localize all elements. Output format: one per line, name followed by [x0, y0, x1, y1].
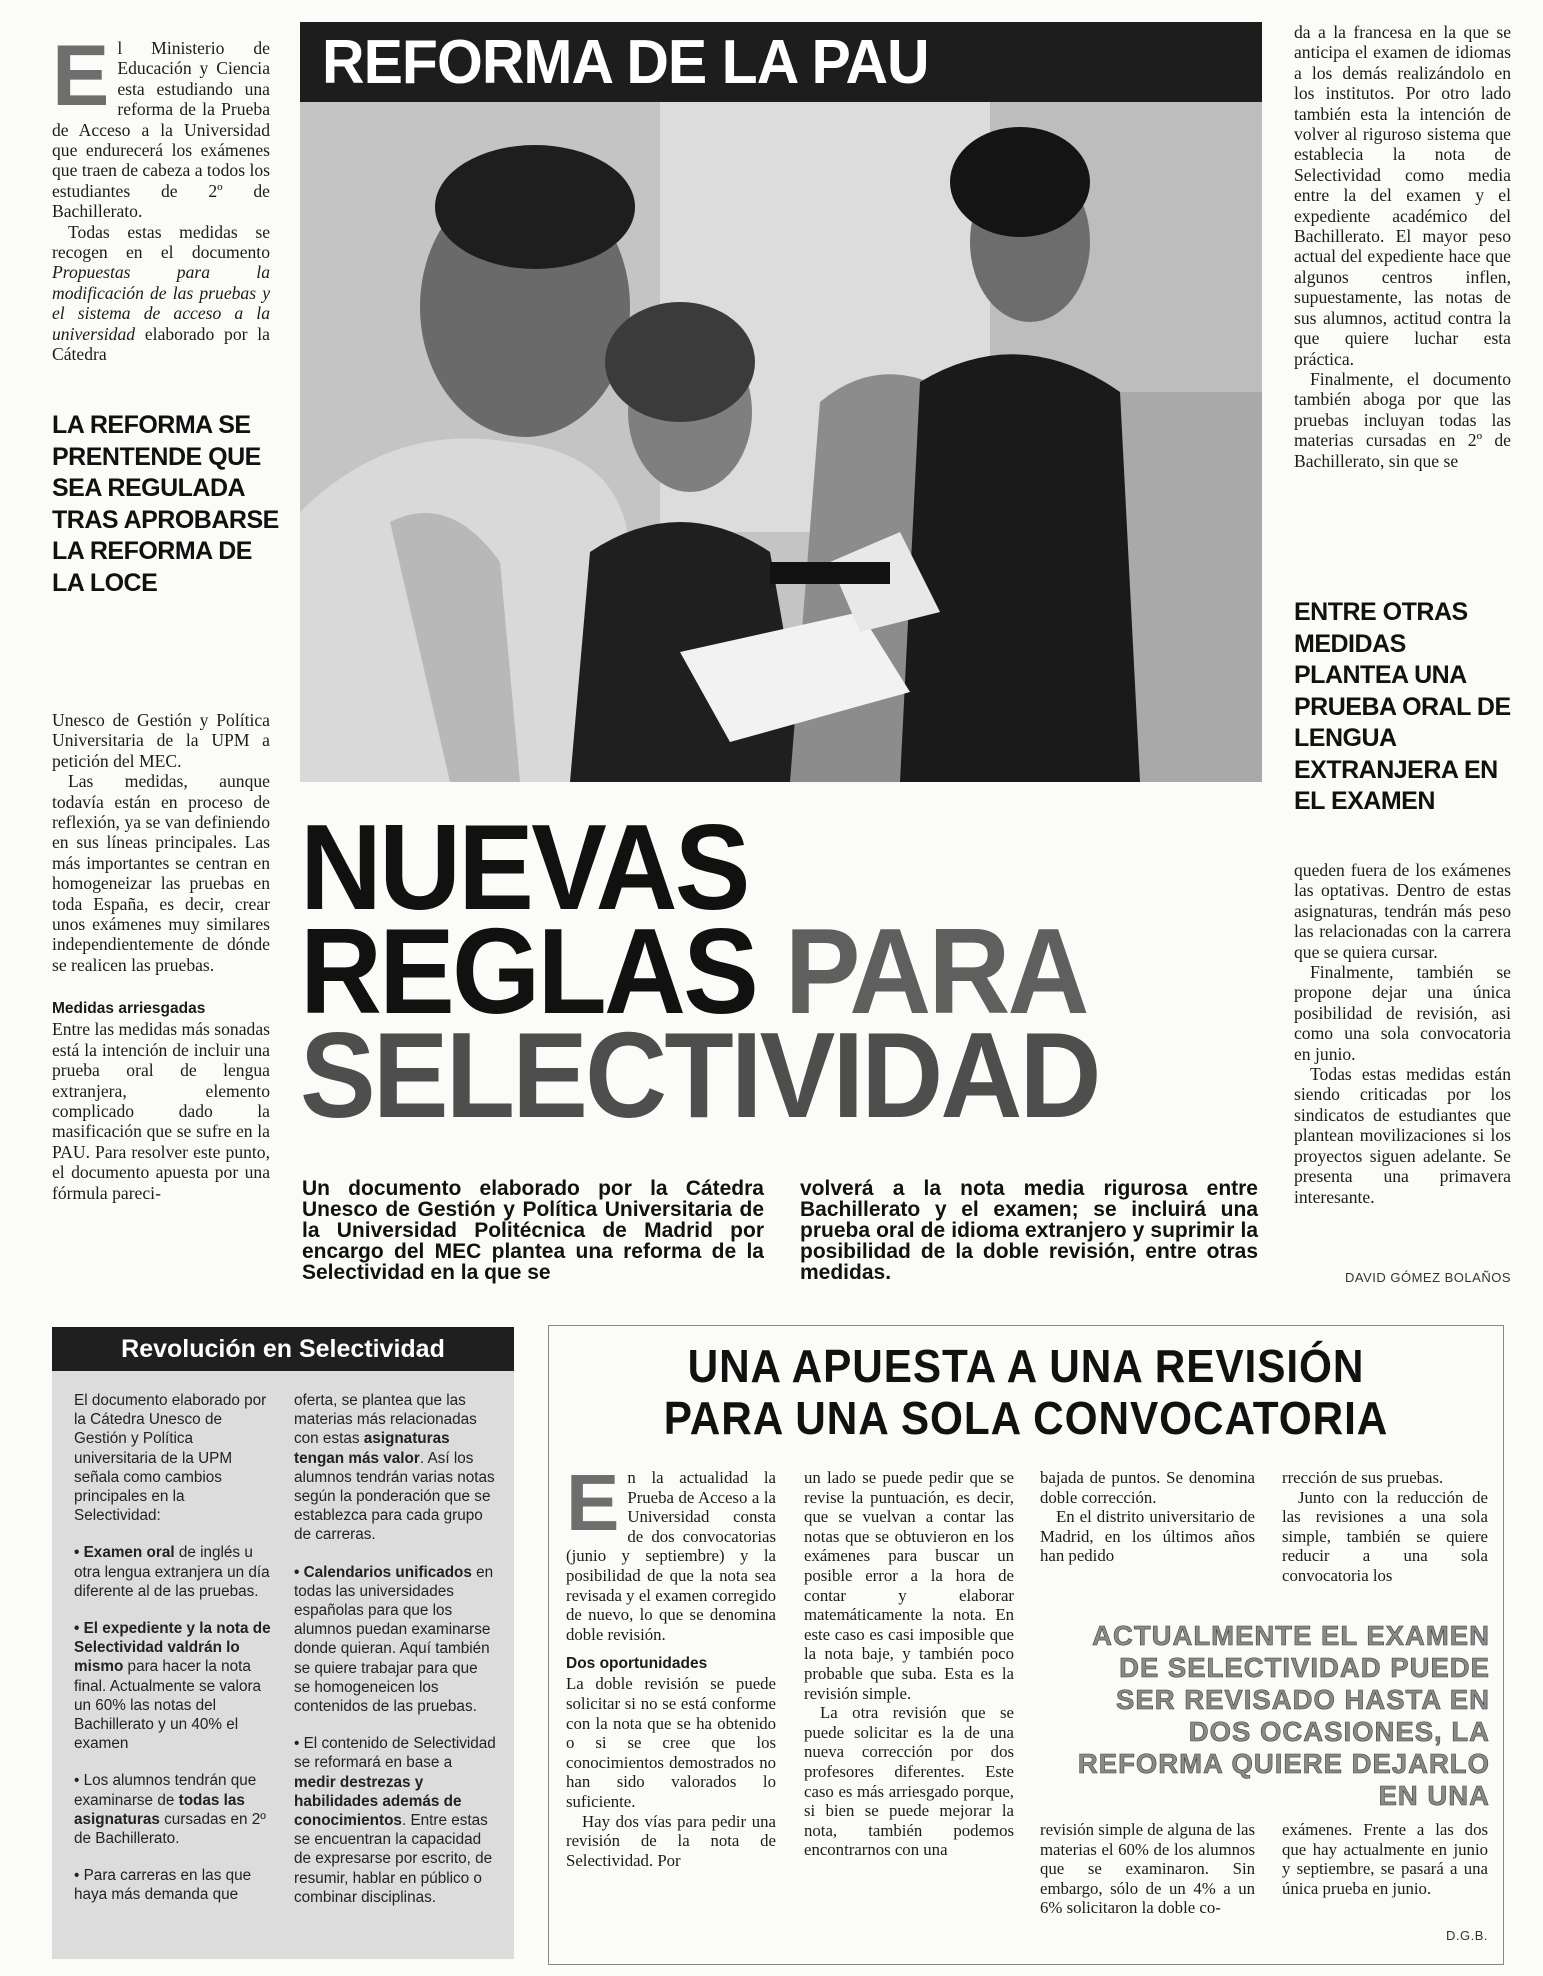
paragraph: La otra revisión que se puede solicitar es la de una nueva corrección por dos profesores diferentes. Este caso es más arriesgado porque, si bien se puede mejorar la nota, también podemos encontrarnos con una: [804, 1703, 1014, 1860]
sidebar-box: [52, 1327, 514, 1959]
byline: D.G.B.: [1445, 1928, 1488, 1943]
article2-column: [566, 1458, 776, 1870]
deck-left: Un documento elaborado por la Cátedra Unesco de Gestión y Política Universitaria de la Universidad Politécnica de Madrid por encargo del MEC plantea una reforma de la Selectividad en la que se: [302, 1177, 764, 1284]
paragraph: bajada de puntos. Se denomina doble corrección.: [1040, 1468, 1255, 1507]
article2-headline: [586, 1340, 1466, 1444]
headline-line: PARA UNA SOLA CONVOCATORIA: [663, 1392, 1389, 1444]
paragraph: Entre las medidas más sonadas está la intención de incluir una prueba oral de lengua extranjera, elemento complicado dado la masificación que se sufre en la PAU. Para resolver este punto, el documento apuesta por una fórmula pareci-: [52, 1019, 270, 1203]
paragraph: Todas estas medidas se recogen en el documento Propuestas para la modificación de las pruebas y el sistema de acceso a la universidad elaborado por la Cátedra: [52, 221, 270, 365]
main-headline: [300, 799, 1099, 1143]
pull-quote: ENTRE OTRAS MEDIDAS PLANTEA UNA PRUEBA ORAL DE LENGUA EXTRANJERA EN EL EXAMEN: [1294, 598, 1511, 815]
paragraph: Finalmente, también se propone dejar una única posibilidad de revisión, asi como una sola convocatoria en junio.: [1294, 962, 1511, 1064]
paragraph: da a la francesa en la que se anticipa el examen de idiomas a los demás realizándolo en los institutos. Por otro lado también esta la intención de volver al riguroso sistema que establecia la nota de Selectividad como media entre la del examen y el expediente académico del Bachillerato. El mayor peso actual del expediente hace que algunos centros inflen, supuestamente, las notas de sus alumnos, actitud contra la que quiere luchar esta práctica.: [1294, 22, 1511, 369]
paragraph: Las medidas, aunque todavía están en proceso de reflexión, ya se van definiendo en sus líneas principales. Las más importantes se centran en homogeneizar las pruebas en toda España, es decir, crear unos exámenes muy similares independientemente de dónde se realicen las pruebas.: [52, 771, 270, 975]
paragraph: Unesco de Gestión y Política Universitaria de la UPM a petición del MEC.: [52, 710, 270, 771]
sidebar-bullet: • Calendarios unificados en todas las universidades españolas para que los alumnos puedan examinarse donde quieran. Aquí también se quiere trabajar para que se homogeneicen los contenidos de las pruebas.: [294, 1563, 494, 1716]
sidebar-bullet: • El contenido de Selectividad se reformará en base a medir destrezas y habilidades además de conocimientos. Entre estas se encuentran la capacidad de expresarse por escrito, de resumir, hablar en público o combinar disciplinas.: [294, 1735, 496, 1906]
article2-column: [1282, 1468, 1488, 1586]
subhead: Dos oportunidades: [566, 1655, 708, 1673]
subhead: Medidas arriesgadas: [52, 1000, 206, 1018]
paragraph: un lado se puede pedir que se revise la puntuación, es decir, que se vuelvan a contar las notas que se obtuvieron en los exámenes para buscar un posible error a la hora de contar y elaborar matemáticamente la nota. En este caso es casi imposible que la nota baje, y también poco probable que suba. Esta es la revisión simple.: [804, 1468, 1014, 1703]
pull-quote: LA REFORMA SE PRENTENDE QUE SEA REGULADA TRAS APROBARSE LA REFORMA DE LA LOCE: [52, 411, 279, 597]
paragraph: l Ministerio de Educación y Ciencia esta estudiando una reforma de la Prueba de Acceso a la Universidad que endurecerá los exámenes que traen de cabeza a todos los estudiantes de 2º de Bachillerato.: [52, 38, 270, 222]
headline-line: SELECTIVIDAD: [300, 1007, 1099, 1143]
paragraph: revisión simple de alguna de las materias el 60% de los alumnos que se examinaron. Sin embargo, sólo de un 4% a un 6% solicitaron la doble co-: [1040, 1820, 1255, 1918]
right-column-continued: [1294, 860, 1511, 1207]
banner-title: REFORMA DE LA PAU: [322, 28, 929, 97]
article2-column: [1040, 1820, 1255, 1918]
paragraph: En el distrito universitario de Madrid, en los últimos años han pedido: [1040, 1507, 1255, 1566]
paragraph: exámenes. Frente a las dos que hay actualmente en junio y septiembre, se pasará a una única prueba en junio.: [1282, 1820, 1488, 1898]
sidebar-column: [74, 1391, 274, 1923]
article2-column: [1040, 1468, 1255, 1566]
right-column: [1294, 22, 1511, 471]
paragraph: La doble revisión se puede solicitar si no se está conforme con la nota que se ha obtenido o si se cree que los conocimientos demostrados no han sido valorados lo suficiente.: [566, 1674, 776, 1811]
sidebar-column: [294, 1391, 496, 1925]
sidebar-bullet: • El expediente y la nota de Selectividad valdrán lo mismo para hacer la nota final. Actualmente se valora un 60% las notas del Bachillerato y un 40% el examen: [74, 1620, 271, 1753]
sidebar-paragraph: oferta, se plantea que las materias más relacionadas con estas asignaturas tengan más valor. Así los alumnos tendrán varias notas según la ponderación que se establezca para cada grupo de carreras.: [294, 1392, 495, 1544]
paragraph: n la actualidad la Prueba de Acceso a la Universidad consta de dos convocatorias (junio y septiembre) y la posibilidad de que la nota sea revisada y el examen corregido de nuevo, lo que se denomina doble revisión.: [566, 1468, 776, 1644]
paragraph: Junto con la reducción de las revisiones a una sola simple, también se quiere reducir a una sola convocatoria los: [1282, 1487, 1488, 1585]
sidebar-bullet: • Examen oral de inglés u otra lengua extranjera un día diferente al de las pruebas.: [74, 1544, 270, 1600]
left-column: [52, 28, 270, 365]
headline-line: REGLAS PARA: [300, 903, 1087, 1039]
sidebar-paragraph: El documento elaborado por la Cátedra Unesco de Gestión y Política universitaria de la UPM señala como cambios principales en la Selectividad:: [74, 1392, 267, 1525]
news-photo: [300, 92, 1262, 782]
article2-column: [1282, 1820, 1488, 1898]
pull-quote: ACTUALMENTE EL EXAMEN DE SELECTIVIDAD PUEDE SER REVISADO HASTA EN DOS OCASIONES, LA REFORMA QUIERE DEJARLO EN UNA: [1077, 1620, 1490, 1811]
dropcap: E: [52, 28, 110, 124]
sidebar-title: Revolución en Selectividad: [52, 1327, 514, 1371]
article2-column: [804, 1468, 1014, 1860]
paragraph: rrección de sus pruebas.: [1282, 1468, 1444, 1487]
headline-line: NUEVAS: [300, 799, 748, 935]
dropcap: E: [566, 1458, 620, 1547]
photo-illustration: [300, 92, 1262, 782]
section-banner: [300, 22, 1262, 102]
paragraph: queden fuera de los exámenes las optativas. Dentro de estas asignaturas, tendrán más peso las relacionadas con la carrera que se quiera cursar.: [1294, 860, 1511, 962]
sidebar-bullet: • Los alumnos tendrán que examinarse de todas las asignaturas cursadas en 2º de Bachillerato.: [74, 1772, 266, 1848]
headline-line: UNA APUESTA A UNA REVISIÓN: [687, 1340, 1365, 1392]
sidebar-bullet: • Para carreras en las que haya más demanda que: [74, 1867, 252, 1904]
paragraph: Hay dos vías para pedir una revisión de la nota de Selectividad. Por: [566, 1811, 776, 1870]
deck-right: volverá a la nota media rigurosa entre Bachillerato y el examen; se incluirá una prueba oral de idioma extranjero y suprimir la posibilidad de la doble revisión, entre otras medidas.: [800, 1177, 1258, 1284]
left-column-continued: [52, 710, 270, 1203]
paragraph: Todas estas medidas están siendo criticadas por los sindicatos de estudiantes que plantean movilizaciones si los proyectos siguen adelante. Se presenta una primavera interesante.: [1294, 1064, 1511, 1207]
paragraph: Finalmente, el documento también aboga por que las pruebas incluyan todas las materias cursadas en 2º de Bachillerato, sin que se: [1294, 368, 1511, 471]
byline: DAVID GÓMEZ BOLAÑOS: [1344, 1270, 1511, 1285]
